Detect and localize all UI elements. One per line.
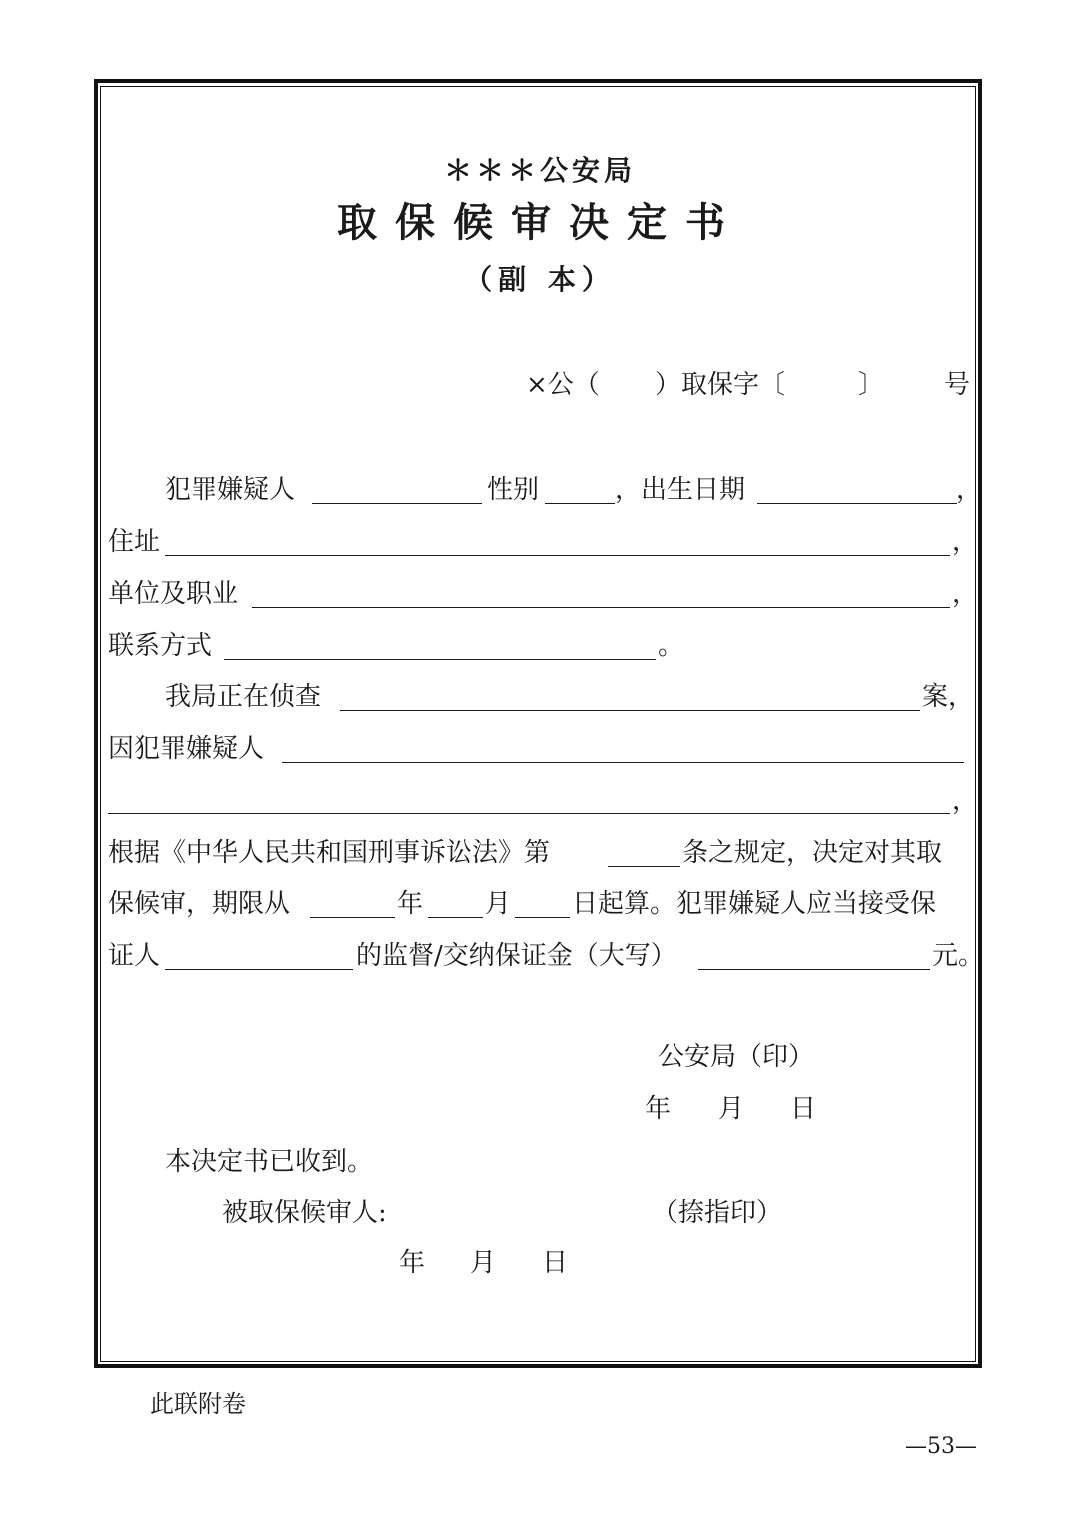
law-prefix: 根据《中华人民共和国刑事诉讼法》第 xyxy=(108,838,551,868)
employer-label: 单位及职业 xyxy=(108,579,239,609)
case-suffix: 案， xyxy=(922,682,975,712)
document-title: 取保候审决定书 xyxy=(337,199,743,246)
start-day-field[interactable] xyxy=(515,917,570,918)
receipt-day-label: 日 xyxy=(541,1248,568,1278)
bailee-label: 被取保候审人: xyxy=(222,1198,387,1228)
article-number-field[interactable] xyxy=(608,866,680,867)
seal-label: 公安局（印） xyxy=(658,1042,815,1072)
deposit-amount-field[interactable] xyxy=(698,969,930,970)
law-suffix: 条之规定，决定对其取 xyxy=(682,838,943,868)
file-note: 此联附卷 xyxy=(150,1390,246,1418)
start-month-field[interactable] xyxy=(428,917,483,918)
signature-year-label: 年 xyxy=(644,1094,671,1124)
doc-number-middle: ）取保字〔 xyxy=(655,370,786,400)
period: 。 xyxy=(658,631,685,661)
comma: ， xyxy=(956,475,983,505)
address-field[interactable] xyxy=(165,555,950,556)
birth-date-field[interactable] xyxy=(757,503,957,504)
address-label: 住址 xyxy=(108,527,161,557)
doc-number-suffix: 号 xyxy=(944,370,971,400)
copy-label: （副 本） xyxy=(464,263,616,296)
contact-field[interactable] xyxy=(224,659,656,660)
birth-date-label: ，出生日期 xyxy=(615,475,746,505)
comma: ， xyxy=(952,786,979,816)
deposit-label: 的监督/交纳保证金（大写） xyxy=(356,941,677,971)
agency-name: ＊＊＊公安局 xyxy=(443,154,636,187)
comma: ， xyxy=(952,579,979,609)
currency-suffix: 元。 xyxy=(932,941,985,971)
case-name-field[interactable] xyxy=(340,710,920,711)
gender-label: 性别 xyxy=(487,475,540,505)
comma: ， xyxy=(952,527,979,557)
receipt-month-label: 月 xyxy=(469,1248,496,1278)
because-label: 因犯罪嫌疑人 xyxy=(108,734,265,764)
received-text: 本决定书已收到。 xyxy=(165,1147,374,1177)
signature-day-label: 日 xyxy=(789,1094,816,1124)
reason-field-continued[interactable] xyxy=(108,813,950,814)
doc-number-prefix: ×公（ xyxy=(526,370,600,400)
day-start-text: 日起算。犯罪嫌疑人应当接受保 xyxy=(572,889,937,919)
gender-field[interactable] xyxy=(545,503,615,504)
receipt-year-label: 年 xyxy=(398,1248,425,1278)
guarantor-field[interactable] xyxy=(165,969,353,970)
month-label: 月 xyxy=(485,889,512,919)
start-year-field[interactable] xyxy=(310,917,395,918)
fingerprint-label: （捺指印） xyxy=(652,1198,783,1228)
bail-prefix: 保候审，期限从 xyxy=(108,889,291,919)
signature-month-label: 月 xyxy=(717,1094,744,1124)
suspect-label: 犯罪嫌疑人 xyxy=(165,475,296,505)
investigating-label: 我局正在侦查 xyxy=(165,682,322,712)
suspect-name-field[interactable] xyxy=(312,503,482,504)
contact-label: 联系方式 xyxy=(108,631,213,661)
doc-number-bracket-close: 〕 xyxy=(858,370,885,400)
bailee-signature-field[interactable] xyxy=(410,1226,640,1227)
year-label: 年 xyxy=(397,889,424,919)
reason-field[interactable] xyxy=(282,762,964,763)
page-number: —53— xyxy=(905,1434,977,1459)
employer-field[interactable] xyxy=(252,607,950,608)
guarantor-label: 证人 xyxy=(108,941,161,971)
